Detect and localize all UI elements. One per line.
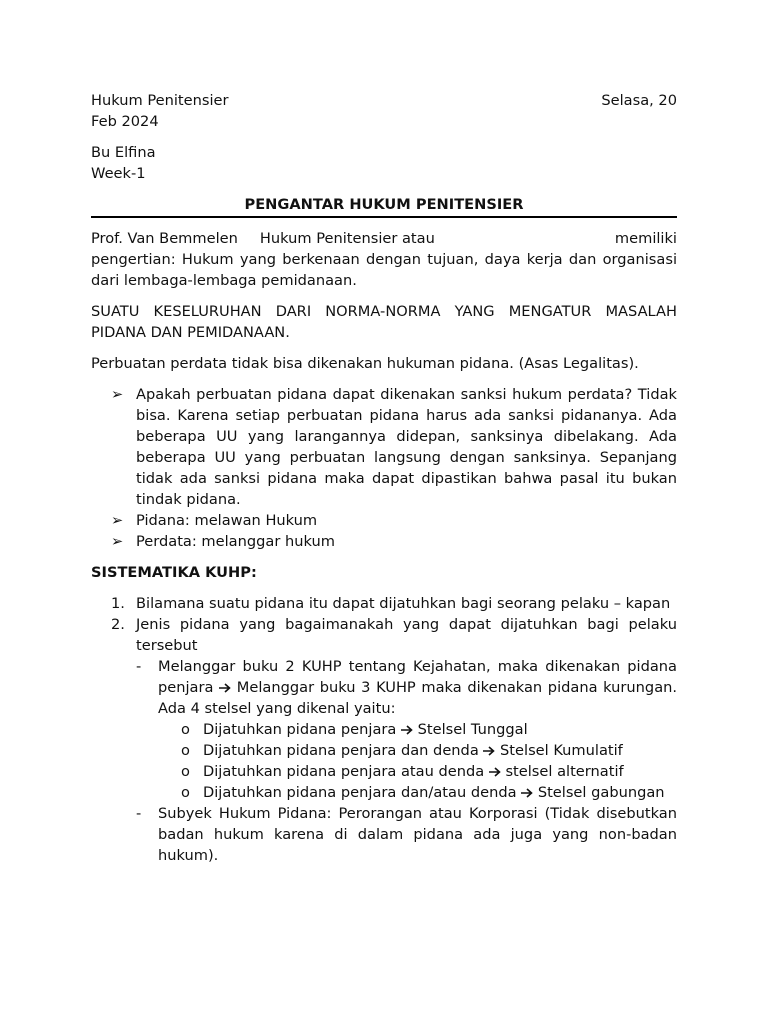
week-label: Week-1 bbox=[91, 165, 146, 182]
intro-verb: memiliki bbox=[614, 230, 677, 247]
arrow-right-icon bbox=[401, 721, 413, 738]
arrow-bullet-marker: ➢ bbox=[111, 512, 124, 529]
intro-term: Hukum Penitensier atau bbox=[259, 230, 435, 247]
arrow-right-icon bbox=[489, 763, 501, 780]
caps-statement: SUATU KESELURUHAN DARI NORMA-NORMA YANG MENGATUR MASALAH PIDANA DAN PEMIDANAAN. bbox=[91, 303, 677, 341]
intro-rest: pengertian: Hukum yang berkenaan dengan tujuan, daya kerja dan organisasi dari lembaga-lembaga pemidanaan. bbox=[91, 251, 677, 289]
document-body bbox=[91, 90, 677, 866]
sub-bullet-marker: o bbox=[181, 763, 190, 780]
intro-first-line bbox=[91, 228, 677, 249]
dash-item: - Subyek Hukum Pidana: Perorangan atau Korporasi (Tidak disebutkan badan hukum karena di dalam pidana ada juga yang non-badan hukum). bbox=[136, 805, 677, 864]
title-divider bbox=[91, 216, 677, 218]
sub-bullet-marker: o bbox=[181, 742, 190, 759]
arrow-right-icon bbox=[483, 742, 495, 759]
stelsel-item: o Dijatuhkan pidana penjara dan denda Stelsel Kumulatif bbox=[181, 742, 623, 759]
arrow-right-icon bbox=[521, 784, 533, 801]
document-title: PENGANTAR HUKUM PENITENSIER bbox=[244, 196, 524, 213]
numbered-item: 2. Jenis pidana yang bagaimanakah yang dapat dijatuhkan bagi pelaku tersebut bbox=[111, 616, 677, 654]
lecturer: Bu Elfina bbox=[91, 144, 156, 161]
header-row bbox=[91, 90, 677, 111]
section-heading: SISTEMATIKA KUHP: bbox=[91, 564, 257, 581]
date-day: Selasa, 20 bbox=[601, 92, 677, 109]
list-item: ➢ Perdata: melanggar hukum bbox=[111, 533, 335, 550]
intro-paragraph bbox=[91, 228, 677, 291]
dash-marker: - bbox=[136, 805, 142, 822]
sub-bullet-marker: o bbox=[181, 784, 190, 801]
stelsel-item: o Dijatuhkan pidana penjara atau denda stelsel alternatif bbox=[181, 763, 624, 780]
list-item: ➢ Pidana: melawan Hukum bbox=[111, 512, 318, 529]
arrow-bullet-marker: ➢ bbox=[111, 386, 124, 403]
arrow-right-icon bbox=[219, 679, 231, 696]
dash-marker: - bbox=[136, 658, 142, 675]
arrow-bullet-list bbox=[91, 384, 677, 552]
sub-bullet-marker: o bbox=[181, 721, 190, 738]
numbered-list bbox=[91, 593, 677, 866]
legality-note: Perbuatan perdata tidak bisa dikenakan hukuman pidana. (Asas Legalitas). bbox=[91, 355, 639, 372]
item-number: 1. bbox=[111, 595, 125, 612]
numbered-item: 1. Bilamana suatu pidana itu dapat dijatuhkan bagi seorang pelaku – kapan bbox=[111, 595, 671, 612]
item-number: 2. bbox=[111, 616, 125, 633]
arrow-bullet-marker: ➢ bbox=[111, 533, 124, 550]
stelsel-item: o Dijatuhkan pidana penjara dan/atau denda Stelsel gabungan bbox=[181, 784, 665, 801]
course-name: Hukum Penitensier bbox=[91, 92, 229, 109]
intro-author: Prof. Van Bemmelen bbox=[91, 230, 238, 247]
stelsel-item: o Dijatuhkan pidana penjara Stelsel Tunggal bbox=[181, 721, 528, 738]
dash-item: - Melanggar buku 2 KUHP tentang Kejahatan, maka dikenakan pidana penjara Melanggar buku 3 KUHP maka dikenakan pidana kurungan. Ada 4 stelsel yang dikenal yaitu: bbox=[136, 658, 678, 717]
date-rest: Feb 2024 bbox=[91, 113, 159, 130]
list-item: ➢ Apakah perbuatan pidana dapat dikenakan sanksi hukum perdata? Tidak bisa. Karena setiap perbuatan pidana harus ada sanksi pidananya. Ada beberapa UU yang larangannya didepan, sanksinya dibelakang. Ada beberapa UU yang perbuatan langsung dengan sanksinya. Sepanjang tidak ada sanksi pidana maka dapat dipastikan bahwa pasal itu bukan tindak pidana. bbox=[111, 386, 677, 508]
